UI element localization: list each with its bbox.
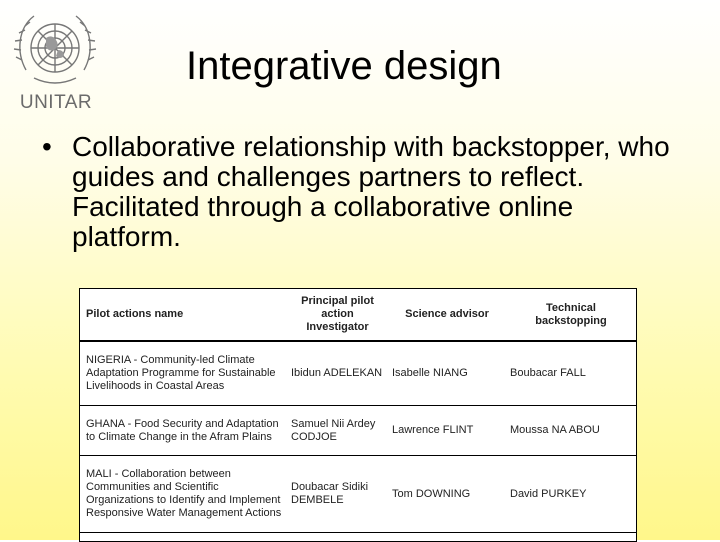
unitar-logo — [6, 6, 102, 116]
science-advisor: Lawrence FLINT — [388, 406, 506, 456]
pilot-action-name: NIGERIA - Community-led Climate Adaptation Programme for Sustainable Livelihoods in Coastal Areas — [80, 341, 287, 406]
un-emblem-icon — [12, 8, 98, 92]
logo-text: UNITAR — [19, 92, 93, 113]
science-advisor: Isabelle NIANG — [388, 341, 506, 406]
table-header-row — [80, 289, 636, 341]
science-advisor: Tom DOWNING — [388, 456, 506, 533]
principal-investigator: Ibidun ADELEKAN — [287, 341, 388, 406]
principal-investigator: Samuel Nii Ardey CODJOE — [287, 406, 388, 456]
header-pilot-actions-name: Pilot actions name — [80, 289, 287, 341]
table-row — [80, 406, 636, 456]
pilot-actions-table — [79, 288, 637, 542]
header-principal-investigator: Principal pilot action Investigator — [287, 289, 388, 341]
pilot-action-name: MALI - Collaboration between Communities and Scientific Organizations to Identify and Implement Responsive Water Management Actions — [80, 456, 287, 533]
principal-investigator: Doubacar Sidiki DEMBELE — [287, 456, 388, 533]
table-row — [80, 341, 636, 406]
header-technical-backstopping: Technical backstopping — [506, 289, 636, 341]
slide-title: Integrative design — [186, 44, 502, 88]
technical-backstopping: Boubacar FALL — [506, 341, 636, 406]
pilot-action-name: GHANA - Food Security and Adaptation to Climate Change in the Afram Plains — [80, 406, 287, 456]
bullet-text: Collaborative relationship with backstopper, who guides and challenges partners to reflect. Facilitated through a collaborative online platform. — [72, 131, 670, 252]
bullet-point — [42, 131, 686, 252]
technical-backstopping: Moussa NA ABOU — [506, 406, 636, 456]
table-row — [80, 456, 636, 533]
header-science-advisor: Science advisor — [388, 289, 506, 341]
bullet-icon: • — [42, 131, 52, 162]
technical-backstopping: David PURKEY — [506, 456, 636, 533]
